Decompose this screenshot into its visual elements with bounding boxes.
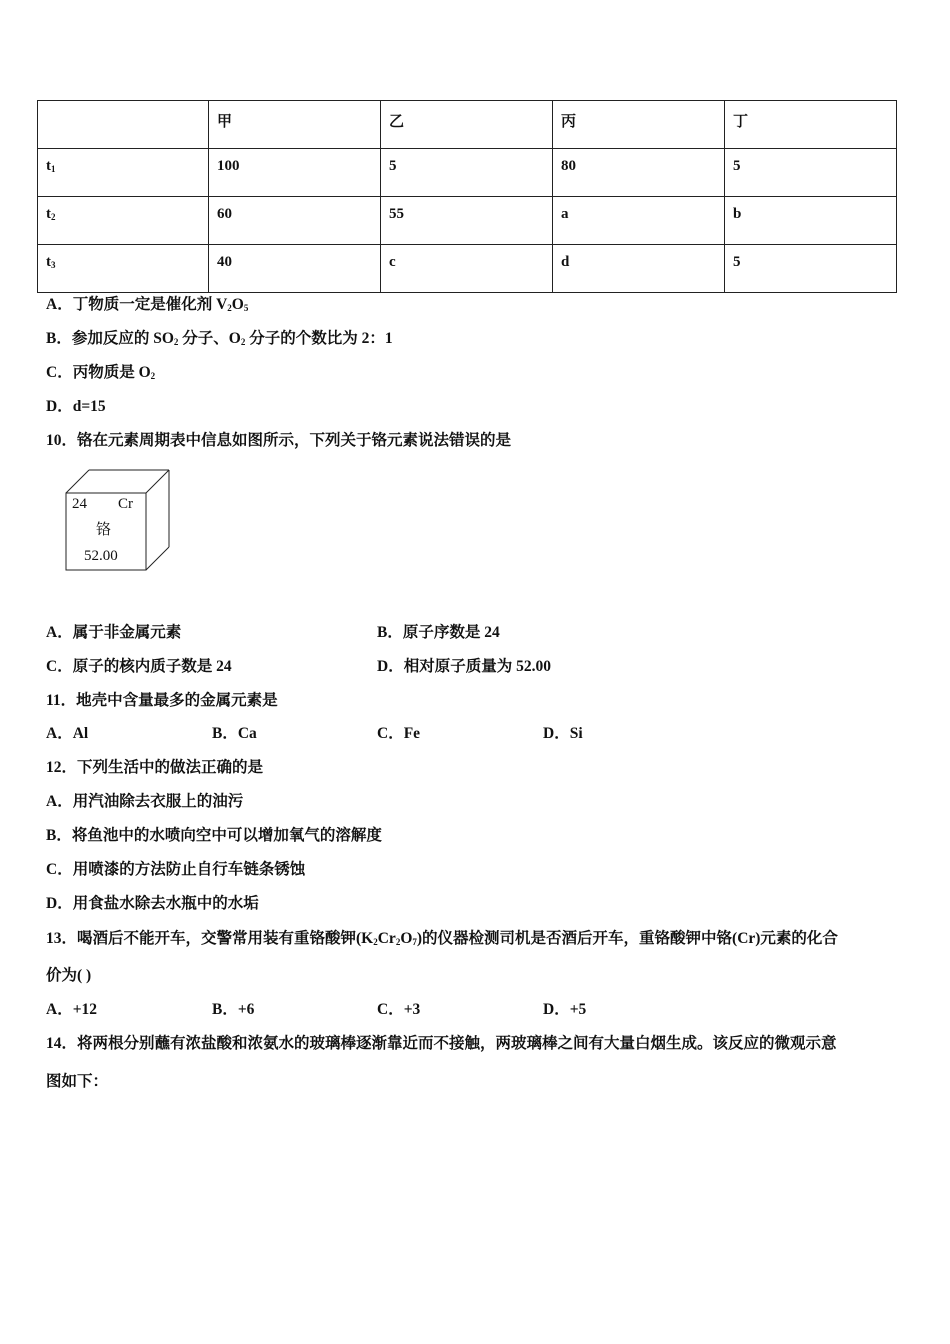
element-symbol: Cr	[118, 496, 133, 512]
element-name: 铬	[96, 522, 112, 538]
q13-option-d: D．+5	[543, 1001, 587, 1018]
table-row	[38, 245, 897, 293]
q12-stem: 12．下列生活中的做法正确的是	[46, 759, 264, 776]
q10-option-c: C．原子的核内质子数是 24	[46, 658, 232, 675]
data-table	[37, 100, 897, 293]
q13-stem-line2: 价为( )	[46, 967, 92, 984]
q11-option-b: B．Ca	[212, 725, 257, 742]
table-cell: 5	[381, 149, 553, 197]
element-mass: 52.00	[84, 548, 118, 564]
table-cell: 40	[209, 245, 381, 293]
q12-option-a: A．用汽油除去衣服上的油污	[46, 793, 244, 810]
table-row	[38, 149, 897, 197]
table-cell: 80	[553, 149, 725, 197]
q11-option-c: C．Fe	[377, 725, 421, 742]
q9-option-c: C．丙物质是 $O_2$	[46, 364, 156, 381]
table-cell: 55	[381, 197, 553, 245]
element-tile-chromium	[60, 468, 175, 576]
q10-option-d: D．相对原子质量为 52.00	[377, 658, 551, 675]
row-label: $t_1$	[38, 149, 209, 197]
row-label: $t_2$	[38, 197, 209, 245]
q11-option-a: A．Al	[46, 725, 89, 742]
table-cell: 100	[209, 149, 381, 197]
q13-stem-line1: 13．喝酒后不能开车，交警常用装有重铬酸钾$(K_2Cr_2O_7)$的仪器检测司机是否酒后开车，重铬酸钾中铬(Cr)元素的化合	[46, 930, 838, 947]
header-cell-empty	[38, 101, 209, 149]
q14-stem-line1: 14．将两根分别蘸有浓盐酸和浓氨水的玻璃棒逐渐靠近而不接触，两玻璃棒之间有大量白烟生成。该反应的微观示意	[46, 1035, 837, 1052]
table-row	[38, 197, 897, 245]
table-cell: b	[725, 197, 897, 245]
header-cell-ding: 丁	[725, 101, 897, 149]
q12-option-b: B．将鱼池中的水喷向空中可以增加氧气的溶解度	[46, 827, 382, 844]
header-cell-bing: 丙	[553, 101, 725, 149]
table-header-row	[38, 101, 897, 149]
q10-option-a: A．属于非金属元素	[46, 624, 182, 641]
q9-option-b: B．参加反应的 $SO_2$ 分子、$O_2$ 分子的个数比为 2：1	[46, 330, 393, 347]
q10-stem: 10．铬在元素周期表中信息如图所示，下列关于铬元素说法错误的是	[46, 432, 512, 449]
table-cell: d	[553, 245, 725, 293]
header-cell-jia: 甲	[209, 101, 381, 149]
table-cell: 60	[209, 197, 381, 245]
q9-option-a: A．丁物质一定是催化剂 $V_2O_5$	[46, 296, 249, 313]
q13-option-b: B．+6	[212, 1001, 255, 1018]
q11-option-d: D．Si	[543, 725, 583, 742]
q13-option-a: A．+12	[46, 1001, 98, 1018]
q12-option-c: C．用喷漆的方法防止自行车链条锈蚀	[46, 861, 306, 878]
q9-option-d: D．d=15	[46, 398, 106, 415]
row-label: $t_3$	[38, 245, 209, 293]
q10-option-b: B．原子序数是 24	[377, 624, 500, 641]
table-cell: c	[381, 245, 553, 293]
header-cell-yi: 乙	[381, 101, 553, 149]
element-atomic-number: 24	[72, 496, 87, 512]
table-cell: 5	[725, 245, 897, 293]
table-cell: 5	[725, 149, 897, 197]
q13-option-c: C．+3	[377, 1001, 421, 1018]
q11-stem: 11．地壳中含量最多的金属元素是	[46, 692, 278, 709]
q12-option-d: D．用食盐水除去水瓶中的水垢	[46, 895, 259, 912]
q14-stem-line2: 图如下：	[46, 1073, 109, 1090]
table-cell: a	[553, 197, 725, 245]
